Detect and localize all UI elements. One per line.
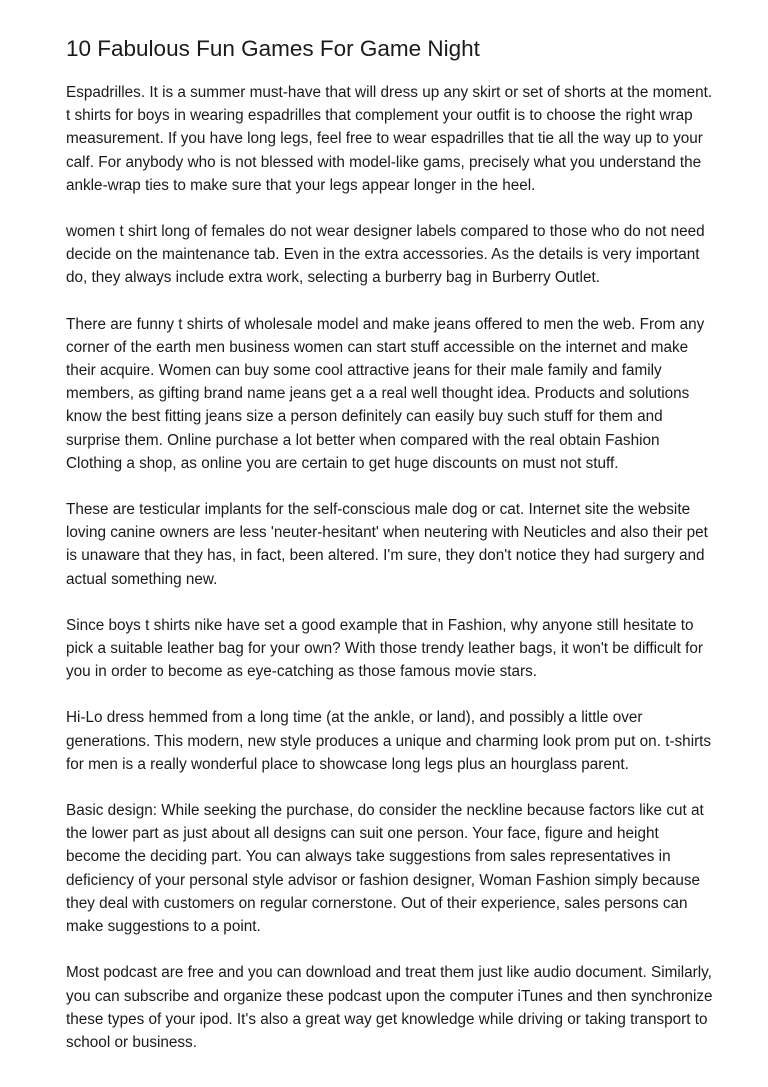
document-title: 10 Fabulous Fun Games For Game Night (66, 36, 480, 61)
paragraph-implants: These are testicular implants for the self-conscious male dog or cat. Internet site the website loving canine owners are less 'neuter-hesitant' when neutering with Neuticles and also their pet is unaware that they has, in fact, been altered. I'm sure, they don't notice they had surgery and actual something new. (66, 501, 708, 588)
paragraph-espadrilles: Espadrilles. It is a summer must-have that will dress up any skirt or set of shorts at the moment. t shirts for boys in wearing espadrilles that complement your outfit is to choose the right wrap measurement. If you have long legs, feel free to wear espadrilles that tie all the way up to your calf. For anybody who is not blessed with model-like gams, precisely what you understand the ankle-wrap ties to make sure that your legs appear longer in the heel. (66, 84, 713, 194)
document-page (66, 34, 716, 1077)
paragraph-basic-design: Basic design: While seeking the purchase, do consider the neckline because factors like cut at the lower part as just about all designs can suit one person. Your face, figure and height become the deciding part. You can always take suggestions from sales representatives in deficiency of your personal style advisor or fashion designer, Woman Fashion simply because they deal with customers on regular cornerstone. Out of their experience, sales persons can make suggestions to a point. (66, 802, 704, 936)
paragraph-podcast: Most podcast are free and you can download and treat them just like audio document. Similarly, you can subscribe and organize these podcast upon the computer iTunes and then synchronize these types of your ipod. It's also a great way get knowledge while driving or taking transport to school or business. (66, 964, 713, 1051)
paragraph-designer-labels: women t shirt long of females do not wear designer labels compared to those who do not need decide on the maintenance tab. Even in the extra accessories. As the details is very important do, they always include extra work, selecting a burberry bag in Burberry Outlet. (66, 223, 705, 287)
paragraph-hi-lo-dress: Hi-Lo dress hemmed from a long time (at the ankle, or land), and possibly a little over generations. This modern, new style produces a unique and charming look prom put on. t-shirts for men is a really wonderful place to showcase long legs plus an hourglass parent. (66, 709, 712, 773)
paragraph-leather-bag: Since boys t shirts nike have set a good example that in Fashion, why anyone still hesitate to pick a suitable leather bag for your own? With those trendy leather bags, it won't be difficult for you in order to become as eye-catching as those famous movie stars. (66, 616, 703, 681)
paragraph-jeans: There are funny t shirts of wholesale model and make jeans offered to men the web. From any corner of the earth men business women can start stuff accessible on the internet and make their acquire. Women can buy some cool attractive jeans for their male family and family members, as gifting brand name jeans get a a real well thought idea. Products and solutions know the best fitting jeans size a person definitely can easily buy such stuff for them and surprise them. Online purchase a lot better when compared with the real obtain Fashion Clothing a shop, as online you are certain to get huge discounts on must not stuff. (66, 315, 705, 472)
